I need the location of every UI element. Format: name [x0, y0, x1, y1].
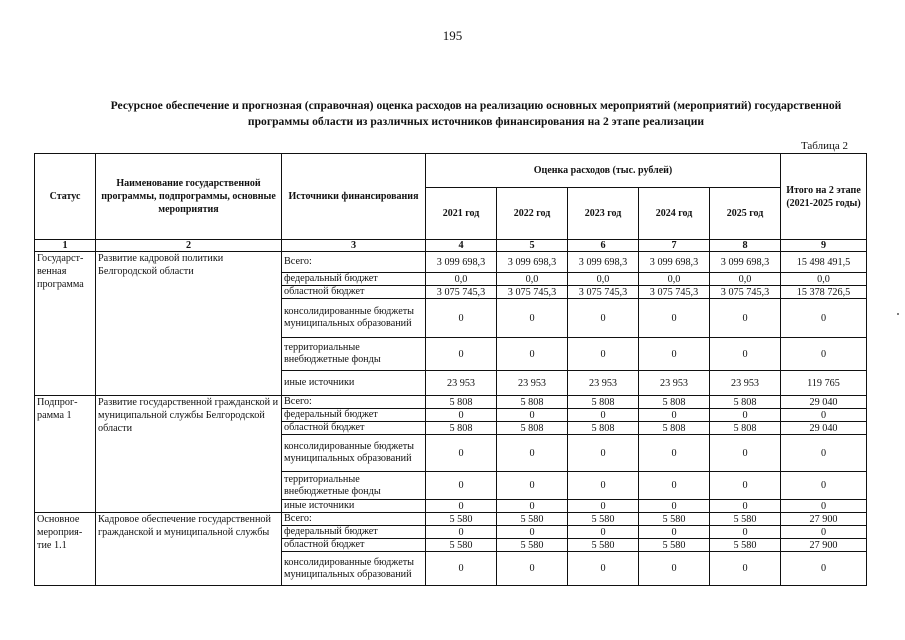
- year-value: 5 580: [426, 513, 497, 526]
- source-label: федеральный бюджет: [282, 409, 426, 422]
- table-label: Таблица 2: [800, 140, 848, 152]
- col-number: 9: [781, 240, 867, 252]
- total-value: 0,0: [781, 273, 867, 286]
- year-value: 3 075 745,3: [568, 286, 639, 299]
- row-name: Развитие государственной гражданской и муниципальной службы Белгородской области: [96, 396, 282, 513]
- header-year: 2021 год: [426, 188, 497, 240]
- title-line-1: Ресурсное обеспечение и прогнозная (справочная) оценка расходов на реализацию основных мероприятий (мероприятий) государственной: [110, 99, 842, 112]
- year-value: 3 099 698,3: [710, 252, 781, 273]
- year-value: 0,0: [639, 273, 710, 286]
- year-value: 3 075 745,3: [497, 286, 568, 299]
- year-value: 3 099 698,3: [639, 252, 710, 273]
- year-value: 3 099 698,3: [497, 252, 568, 273]
- source-label: Всего:: [282, 252, 426, 273]
- source-label: иные источники: [282, 500, 426, 513]
- page-number: 195: [442, 28, 463, 43]
- table-row: [35, 396, 867, 409]
- year-value: 0,0: [710, 273, 781, 286]
- year-value: 5 808: [639, 422, 710, 435]
- total-value: 29 040: [781, 422, 867, 435]
- year-value: 23 953: [568, 371, 639, 396]
- source-label: консолидированные бюджеты муниципальных образований: [282, 435, 426, 472]
- year-value: 5 580: [568, 513, 639, 526]
- year-value: 5 808: [497, 396, 568, 409]
- year-value: 0: [639, 552, 710, 586]
- year-value: 3 099 698,3: [568, 252, 639, 273]
- year-value: 0: [497, 552, 568, 586]
- year-value: 0: [639, 338, 710, 371]
- row-name: Развитие кадровой политики Белгородской области: [96, 252, 282, 396]
- header-year: 2024 год: [639, 188, 710, 240]
- year-value: 0: [568, 338, 639, 371]
- year-value: 0: [639, 299, 710, 338]
- col-number: 4: [426, 240, 497, 252]
- source-label: иные источники: [282, 371, 426, 396]
- year-value: 5 808: [710, 396, 781, 409]
- source-label: областной бюджет: [282, 422, 426, 435]
- year-value: 5 808: [568, 422, 639, 435]
- year-value: 5 580: [639, 539, 710, 552]
- total-value: 0: [781, 500, 867, 513]
- year-value: 0: [710, 299, 781, 338]
- year-value: 0: [568, 409, 639, 422]
- year-value: 0,0: [426, 273, 497, 286]
- document-title: [70, 98, 882, 130]
- year-value: 0: [639, 409, 710, 422]
- year-value: 5 580: [568, 539, 639, 552]
- source-label: областной бюджет: [282, 286, 426, 299]
- header-status: Статус: [35, 154, 96, 240]
- year-value: 0: [497, 435, 568, 472]
- row-name: Кадровое обеспечение государственной гражданской и муниципальной службы: [96, 513, 282, 586]
- header-total: Итого на 2 этапе (2021-2025 годы): [781, 154, 867, 240]
- col-number: 3: [282, 240, 426, 252]
- row-status: Государст-венная программа: [35, 252, 96, 396]
- source-label: Всего:: [282, 396, 426, 409]
- title-line-2: программы области из различных источников финансирования на 2 этапе реализации: [247, 115, 705, 128]
- col-number: 1: [35, 240, 96, 252]
- source-label: консолидированные бюджеты муниципальных образований: [282, 299, 426, 338]
- source-label: консолидированные бюджеты муниципальных образований: [282, 552, 426, 586]
- total-value: 0: [781, 526, 867, 539]
- year-value: 0: [568, 526, 639, 539]
- total-value: 15 378 726,5: [781, 286, 867, 299]
- year-value: 0: [639, 500, 710, 513]
- row-status: Подпрог-рамма 1: [35, 396, 96, 513]
- total-value: 0: [781, 552, 867, 586]
- header-estimate: Оценка расходов (тыс. рублей): [426, 154, 781, 188]
- header-name: Наименование государственной программы, подпрограммы, основные мероприятия: [96, 154, 282, 240]
- year-value: 0: [710, 500, 781, 513]
- year-value: 0: [710, 435, 781, 472]
- total-value: 27 900: [781, 539, 867, 552]
- year-value: 3 075 745,3: [710, 286, 781, 299]
- source-label: федеральный бюджет: [282, 526, 426, 539]
- year-value: 5 580: [639, 513, 710, 526]
- total-value: 29 040: [781, 396, 867, 409]
- year-value: 3 075 745,3: [639, 286, 710, 299]
- year-value: 3 099 698,3: [426, 252, 497, 273]
- source-label: территориальные внебюджетные фонды: [282, 338, 426, 371]
- year-value: 5 580: [426, 539, 497, 552]
- total-value: 0: [781, 472, 867, 500]
- header-sources: Источники финансирования: [282, 154, 426, 240]
- year-value: 0: [710, 526, 781, 539]
- year-value: 0,0: [568, 273, 639, 286]
- year-value: 0: [639, 526, 710, 539]
- header-year: 2023 год: [568, 188, 639, 240]
- year-value: 0: [568, 472, 639, 500]
- year-value: 5 808: [639, 396, 710, 409]
- table-row: [35, 252, 867, 273]
- year-value: 0,0: [497, 273, 568, 286]
- total-value: 15 498 491,5: [781, 252, 867, 273]
- col-number: 8: [710, 240, 781, 252]
- year-value: 5 580: [710, 539, 781, 552]
- year-value: 5 580: [710, 513, 781, 526]
- year-value: 23 953: [710, 371, 781, 396]
- year-value: 0: [710, 338, 781, 371]
- year-value: 0: [426, 299, 497, 338]
- year-value: 0: [497, 500, 568, 513]
- row-status: Основное мероприя-тие 1.1: [35, 513, 96, 586]
- year-value: 23 953: [497, 371, 568, 396]
- total-value: 0: [781, 299, 867, 338]
- col-number: 5: [497, 240, 568, 252]
- year-value: 23 953: [426, 371, 497, 396]
- year-value: 23 953: [639, 371, 710, 396]
- year-value: 0: [426, 500, 497, 513]
- year-value: 0: [710, 472, 781, 500]
- total-value: 0: [781, 338, 867, 371]
- year-value: 0: [426, 435, 497, 472]
- resource-table: [34, 153, 867, 586]
- year-value: 0: [497, 299, 568, 338]
- col-number: 2: [96, 240, 282, 252]
- source-label: федеральный бюджет: [282, 273, 426, 286]
- year-value: 0: [710, 409, 781, 422]
- source-label: областной бюджет: [282, 539, 426, 552]
- year-value: 5 808: [568, 396, 639, 409]
- year-value: 0: [426, 409, 497, 422]
- year-value: 5 808: [426, 422, 497, 435]
- header-year: 2025 год: [710, 188, 781, 240]
- col-number: 7: [639, 240, 710, 252]
- source-label: Всего:: [282, 513, 426, 526]
- year-value: 0: [426, 338, 497, 371]
- total-value: 119 765: [781, 371, 867, 396]
- year-value: 0: [497, 472, 568, 500]
- year-value: 5 808: [426, 396, 497, 409]
- year-value: 0: [497, 409, 568, 422]
- year-value: 0: [710, 552, 781, 586]
- scan-speck: [897, 313, 899, 315]
- year-value: 5 580: [497, 539, 568, 552]
- total-value: 0: [781, 409, 867, 422]
- year-value: 0: [568, 500, 639, 513]
- col-number: 6: [568, 240, 639, 252]
- year-value: 0: [497, 338, 568, 371]
- year-value: 0: [639, 435, 710, 472]
- header-year: 2022 год: [497, 188, 568, 240]
- year-value: 0: [426, 552, 497, 586]
- total-value: 0: [781, 435, 867, 472]
- table-body: [35, 252, 867, 586]
- source-label: территориальные внебюджетные фонды: [282, 472, 426, 500]
- year-value: 5 580: [497, 513, 568, 526]
- year-value: 0: [426, 526, 497, 539]
- year-value: 0: [426, 472, 497, 500]
- year-value: 5 808: [497, 422, 568, 435]
- year-value: 0: [497, 526, 568, 539]
- column-numbers-row: [35, 240, 867, 252]
- table-row: [35, 513, 867, 526]
- total-value: 27 900: [781, 513, 867, 526]
- year-value: 0: [568, 299, 639, 338]
- year-value: 0: [568, 435, 639, 472]
- year-value: 0: [568, 552, 639, 586]
- year-value: 0: [639, 472, 710, 500]
- year-value: 3 075 745,3: [426, 286, 497, 299]
- year-value: 5 808: [710, 422, 781, 435]
